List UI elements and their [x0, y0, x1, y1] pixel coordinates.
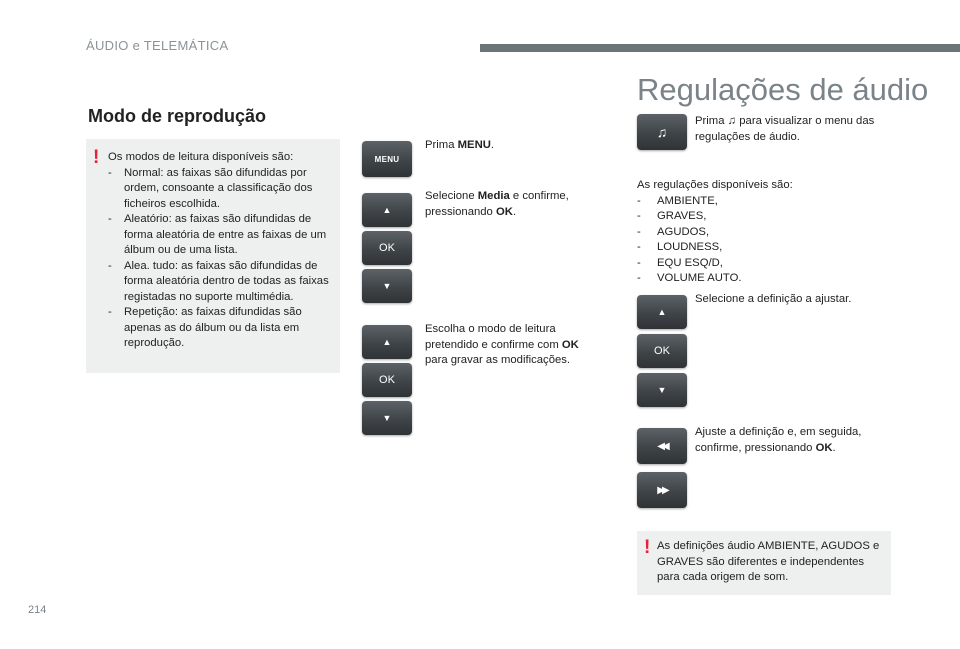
- down-button[interactable]: [362, 401, 412, 435]
- down-arrow-icon: ▼: [382, 281, 392, 291]
- note-intro: Os modos de leitura disponíveis são:: [108, 151, 294, 163]
- page-header-title: ÁUDIO e TELEMÁTICA: [86, 38, 229, 53]
- playback-modes-note: [86, 139, 340, 373]
- step-press-audio: Prima ♫ para visualizar o menu das regulações de áudio.: [695, 115, 875, 143]
- section-title-regulacoes-audio: Regulações de áudio: [637, 72, 929, 107]
- step-select-media: Selecione Media e confirme, pressionando OK.: [425, 190, 569, 218]
- exclamation-icon: !: [644, 537, 651, 558]
- rewind-button[interactable]: [637, 428, 687, 464]
- up-button[interactable]: [362, 325, 412, 359]
- menu-button[interactable]: MENU: [362, 141, 412, 177]
- audio-settings-note: [637, 531, 891, 595]
- audio-settings-list-block: [637, 178, 887, 287]
- list-item: - Normal: as faixas são difundidas por ordem, consoante a classificação dos ficheiros escolhida.: [108, 166, 313, 210]
- header-bar: [480, 44, 960, 52]
- step-choose-mode: Escolha o modo de leitura pretendido e confirme com OK para gravar as modificações.: [425, 323, 579, 366]
- ok-button[interactable]: OK: [362, 363, 412, 397]
- up-arrow-icon: ▲: [657, 307, 667, 317]
- music-note-icon: ♫: [656, 124, 668, 140]
- music-note-icon: ♫: [727, 115, 737, 127]
- up-arrow-icon: ▲: [382, 337, 392, 347]
- page-number: 214: [28, 604, 47, 616]
- list-item: - VOLUME AUTO.: [637, 272, 742, 284]
- fast-forward-icon: ▶▶: [657, 484, 667, 496]
- playback-modes-list: [108, 166, 336, 352]
- up-arrow-icon: ▲: [382, 205, 392, 215]
- list-item: - LOUDNESS,: [637, 241, 723, 253]
- list-item: - Aleatório: as faixas são difundidas de forma aleatória de entre as faixas de um álbum ou de uma lista.: [108, 213, 327, 256]
- down-arrow-icon: ▼: [382, 413, 392, 423]
- audio-settings-list: [637, 194, 887, 287]
- ok-button[interactable]: OK: [362, 231, 412, 265]
- section-title-modo-reproducao: Modo de reprodução: [88, 106, 267, 126]
- list-item: - Repetição: as faixas difundidas são apenas as do álbum ou da lista em reprodução.: [108, 306, 302, 349]
- down-arrow-icon: ▼: [657, 385, 667, 395]
- up-button[interactable]: [362, 193, 412, 227]
- settings-intro: As regulações disponíveis são:: [637, 179, 793, 191]
- down-button[interactable]: [637, 373, 687, 407]
- list-item: - AGUDOS,: [637, 225, 710, 238]
- up-button[interactable]: [637, 295, 687, 329]
- rewind-icon: ◀◀: [657, 440, 667, 452]
- list-item: - Alea. tudo: as faixas são difundidas de forma aleatória dentro de todas as faixas registadas no suporte multimédia.: [108, 259, 329, 303]
- list-item: - EQU ESQ/D,: [637, 256, 723, 269]
- exclamation-icon: !: [93, 147, 100, 168]
- ok-button[interactable]: OK: [637, 334, 687, 368]
- step-adjust-setting: Ajuste a definição e, em seguida, confirme, pressionando OK.: [695, 426, 862, 454]
- down-button[interactable]: [362, 269, 412, 303]
- audio-settings-button[interactable]: [637, 114, 687, 150]
- step-press-menu: Prima MENU.: [425, 139, 495, 151]
- list-item: - GRAVES,: [637, 210, 707, 222]
- list-item: - AMBIENTE,: [637, 194, 718, 207]
- fast-forward-button[interactable]: [637, 472, 687, 508]
- audio-note-text: As definições áudio AMBIENTE, AGUDOS e GRAVES são diferentes e independentes para cada origem de som.: [657, 540, 880, 583]
- step-select-setting: Selecione a definição a ajustar.: [695, 293, 852, 305]
